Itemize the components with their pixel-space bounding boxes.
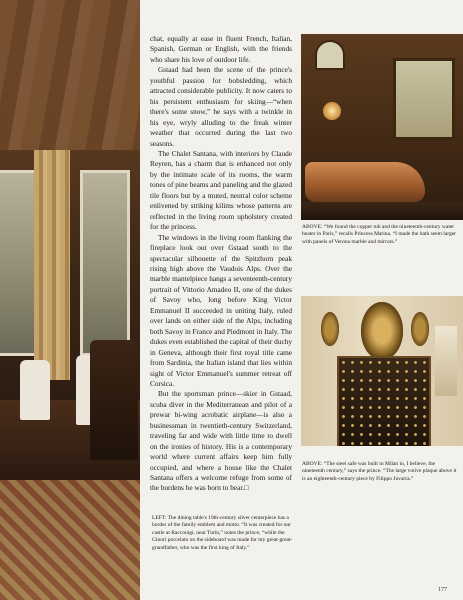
safe-photo	[301, 296, 463, 446]
dining-chair	[90, 340, 138, 460]
article-paragraph: But the sportsman prince—skier in Gstaad, scuba diver in the Mediterranean and pilot of a prewar bi-wing acrobatic airplane—is also a businessman in twentieth-century Switzerland, traveling far and wide with little time to dwell on the ironies of history. His is a contemporary world where current affairs keep him fully occupied, and where a house like the Chalet Santana offers a welcome refuge from some of the burdens he was born to bear.□	[150, 389, 292, 493]
sconce	[411, 312, 429, 346]
wood-ceiling	[0, 0, 140, 150]
article-paragraph: The windows in the living room flanking the fireplace look out over Gstaad south to the spectacular silhouette of the Spitzhorn peak rising high above the Vaudois Alps. Over the marble mantelpiece hangs a seventeenth-century portrait of Vittorio Amadeo II, one of the dukes of Savoy who, long before King Victor Emmanuel II succeeded in uniting Italy, ruled over lands on either side of the Alps, including both Savoy in France and Piedmont in Italy. The dukes even established the capital of their duchy in Geneva, although their first royal title came from Sardinia, the Italian island that lies within sight of Victor Emmanuel's summer retreat off Corsica.	[150, 232, 292, 388]
kilim-rug	[0, 480, 140, 600]
arched-window	[315, 40, 345, 70]
copper-tub	[305, 162, 425, 202]
article-paragraph: chat, equally at ease in fluent French, Italian, Spanish, German or English, with the friends who share his love of outdoor life.	[150, 34, 292, 64]
article-body	[150, 34, 292, 494]
window	[393, 58, 455, 140]
lamp	[435, 326, 457, 396]
safe-caption: ABOVE: “The steel safe was built in Milan in, I believe, the nineteenth century,” says the prince. “The large votive plaque above it is an eighteenth-century piece by Filippo Juvarra.”	[302, 461, 457, 482]
window-right	[80, 170, 130, 356]
steel-safe	[337, 356, 431, 446]
article-paragraph: Gstaad had been the scene of the prince's youthful passion for bobsledding, which attracted considerable publicity. It now caters to his persistent enthusiasm for skiing—“when there's some snow,” he says with a twinkle in his eye, wryly alluding to the freak winter weather that occurred during the last two seasons.	[150, 65, 292, 148]
bathroom-photo	[301, 34, 463, 220]
napkin	[20, 360, 50, 420]
dining-caption: LEFT: The dining table's 19th-century silver centerpiece has a border of the family emblem and motto. “It was created for our castle at Racconigi, near Turin,” notes the prince, “while the Ginori porcelain on the sideboard was made for my great-great-grandfather, who was the first king of Italy.”	[152, 515, 293, 551]
article-paragraph: The Chalet Santana, with interiors by Claude Reyren, has a charm that is enhanced not only by the intimate scale of its rooms, the warm tones of pine beams and paneling and the glazed tile floors but by a muted, neutral color scheme enlivened by striking kilims whose patterns are reflected in the living room upholstery created for the princess.	[150, 148, 292, 232]
floor	[301, 202, 463, 220]
votive-plaque	[361, 302, 403, 360]
page-number: 177	[438, 587, 447, 593]
lamp	[323, 102, 341, 120]
sconce	[321, 312, 339, 346]
bath-caption: ABOVE: “We found the copper tub and the nineteenth-century water heater in Paris,” recalls Princess Marina. “I made the bath seem larger with panels of Verona marble and mirrors.”	[302, 224, 456, 245]
dining-room-photo	[0, 0, 140, 600]
curtain	[34, 150, 70, 380]
